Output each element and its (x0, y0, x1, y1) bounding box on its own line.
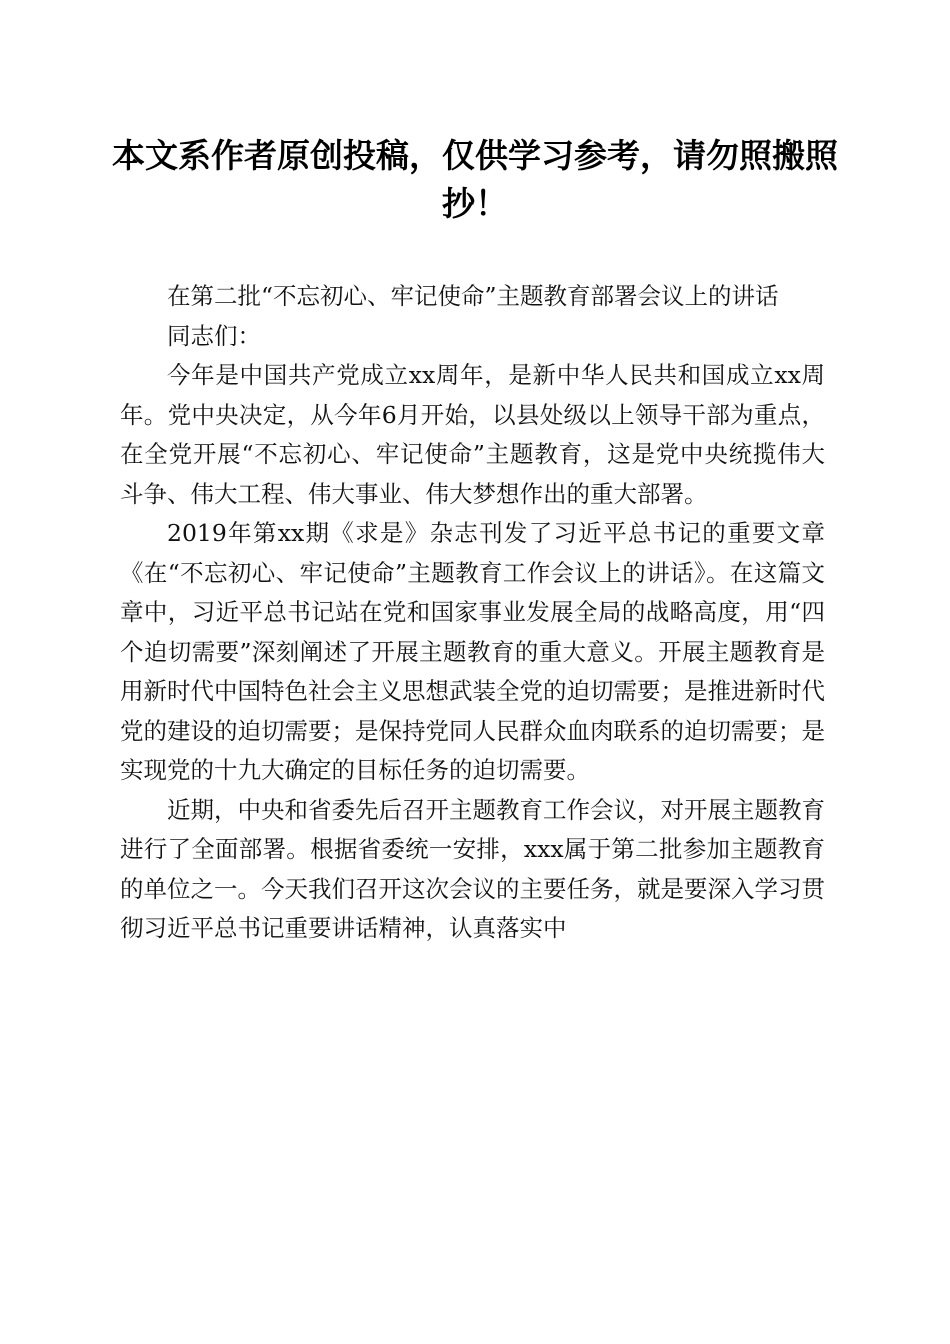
salutation-paragraph: 同志们： (167, 321, 261, 350)
body-paragraph-1: 今年是中国共产党成立xx周年，是新中华人民共和国成立xx周年。党中央决定，从今年6月开始，以县处级以上领导干部为重点，在全党开展“不忘初心、牢记使命”主题教育，这是党中央统揽伟大斗争、伟大工程、伟大事业、伟大梦想作出的重大部署。 (120, 361, 825, 508)
body-paragraph-2: 2019年第xx期《求是》杂志刊发了习近平总书记的重要文章《在“不忘初心、牢记使命”主题教育工作会议上的讲话》。在这篇文章中，习近平总书记站在党和国家事业发展全局的战略高度，用“四个迫切需要”深刻阐述了开展主题教育的重大意义。开展主题教育是用新时代中国特色社会主义思想武装全党的迫切需要；是推进新时代党的建设的迫切需要；是保持党同人民群众血肉联系的迫切需要；是实现党的十九大确定的目标任务的迫切需要。 (120, 519, 825, 784)
body-paragraph-3: 近期，中央和省委先后召开主题教育工作会议，对开展主题教育进行了全面部署。根据省委统一安排，xxx属于第二批参加主题教育的单位之一。今天我们召开这次会议的主要任务，就是要深入学习贯彻习近平总书记重要讲话精神，认真落实中 (120, 795, 825, 942)
document-body (120, 277, 825, 949)
speech-title-paragraph: 在第二批“不忘初心、牢记使命”主题教育部署会议上的讲话 (167, 282, 779, 310)
copyright-notice-heading: 本文系作者原创投稿，仅供学习参考，请勿照搬照抄！ (112, 136, 838, 223)
